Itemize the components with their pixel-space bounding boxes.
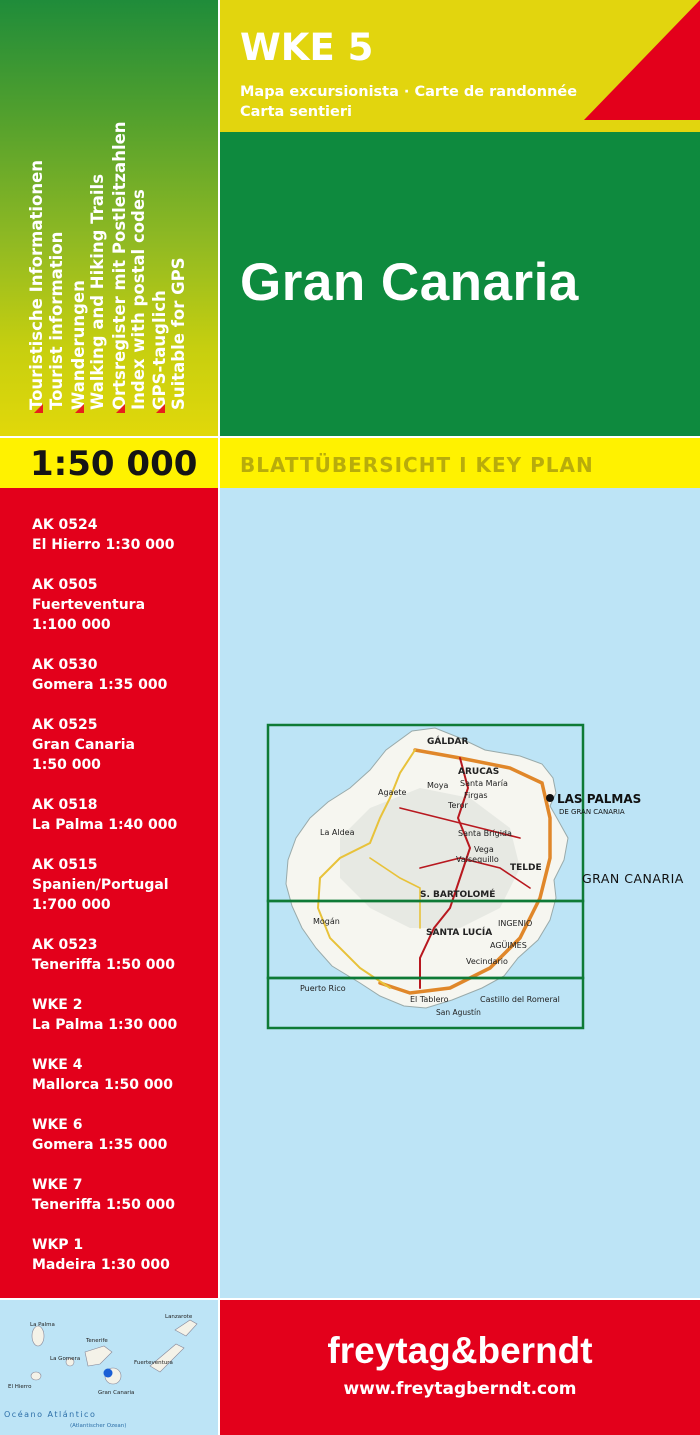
ocean-label: Océano Atlántico bbox=[4, 1410, 97, 1419]
feature-4-line-2: Suitable for GPS bbox=[169, 257, 188, 410]
related-map-title: Gran Canaria bbox=[32, 737, 135, 753]
map-label: TELDE bbox=[510, 863, 542, 873]
feature-4-line-1: GPS-tauglich bbox=[150, 290, 169, 410]
feature-3-line-2: Index with postal codes bbox=[129, 189, 148, 410]
map-label: Teror bbox=[448, 801, 468, 810]
map-label: S. BARTOLOMÉ bbox=[420, 890, 496, 900]
map-label: Santa María bbox=[460, 779, 508, 788]
map-label: ARUCAS bbox=[458, 767, 500, 777]
related-map-code: AK 0530 bbox=[32, 657, 98, 673]
map-label: Valsequillo bbox=[456, 855, 499, 864]
related-map-item bbox=[32, 575, 212, 635]
map-label: Vega bbox=[474, 845, 494, 854]
feature-3-line-1: Ortsregister mit Postleitzahlen bbox=[110, 121, 129, 410]
related-map-scale: 1:100 000 bbox=[32, 617, 111, 633]
subtitle-line-2: Carta sentieri bbox=[240, 104, 352, 120]
related-map-code: AK 0515 bbox=[32, 857, 98, 873]
map-label: Mogán bbox=[313, 917, 340, 926]
related-map-code: AK 0523 bbox=[32, 937, 98, 953]
scale-label: 1:50 000 bbox=[30, 444, 198, 484]
related-map-title: El Hierro 1:30 000 bbox=[32, 537, 175, 553]
map-label: Moya bbox=[427, 781, 449, 790]
map-title: Gran Canaria bbox=[240, 253, 579, 312]
related-map-title: Teneriffa 1:50 000 bbox=[32, 957, 175, 973]
feature-bullet-icons bbox=[0, 0, 218, 436]
related-map-code: AK 0524 bbox=[32, 517, 98, 533]
related-map-code: AK 0518 bbox=[32, 797, 98, 813]
island-la-palma bbox=[32, 1326, 44, 1346]
canary-islands-mini-map bbox=[0, 1300, 218, 1435]
related-map-item bbox=[32, 515, 212, 555]
island-map bbox=[220, 488, 700, 1300]
mini-map-label: Lanzarote bbox=[165, 1314, 193, 1320]
capital-sub-label: DE GRAN CANARIA bbox=[559, 808, 625, 816]
map-label: Castillo del Romeral bbox=[480, 995, 560, 1004]
island-tenerife bbox=[85, 1346, 112, 1366]
related-map-title: Spanien/Portugal bbox=[32, 877, 169, 893]
related-map-item bbox=[32, 1175, 212, 1215]
location-marker-icon bbox=[104, 1369, 113, 1378]
related-map-item bbox=[32, 935, 212, 975]
related-maps-list bbox=[32, 515, 212, 1295]
related-map-title: Gomera 1:35 000 bbox=[32, 677, 168, 693]
brand-logo: freytag&berndt bbox=[327, 1330, 593, 1371]
capital-label: LAS PALMAS bbox=[557, 792, 642, 806]
mini-map-label: El Hierro bbox=[8, 1384, 32, 1390]
mini-map-label: La Gomera bbox=[50, 1356, 81, 1362]
key-plan-label: BLATTÜBERSICHT I KEY PLAN bbox=[240, 453, 594, 477]
related-map-title: Gomera 1:35 000 bbox=[32, 1137, 168, 1153]
feature-1-line-2: Tourist information bbox=[47, 231, 66, 410]
feature-2-line-2: Walking and Hiking Trails bbox=[88, 173, 107, 410]
related-map-code: WKE 2 bbox=[32, 997, 83, 1013]
map-label: SANTA LUCÍA bbox=[426, 928, 493, 938]
map-label: Puerto Rico bbox=[300, 984, 346, 993]
related-map-code: WKE 7 bbox=[32, 1177, 83, 1193]
related-map-item bbox=[32, 855, 212, 915]
feature-1-line-1: Touristische Informationen bbox=[27, 159, 46, 410]
map-label: Agaete bbox=[378, 788, 407, 797]
feature-list bbox=[0, 0, 218, 436]
feature-2-line-1: Wanderungen bbox=[69, 280, 88, 410]
capital-marker-icon bbox=[546, 794, 554, 802]
related-map-item bbox=[32, 1235, 212, 1275]
related-map-item bbox=[32, 995, 212, 1035]
island-el-hierro bbox=[31, 1372, 41, 1380]
related-map-title: La Palma 1:40 000 bbox=[32, 817, 178, 833]
related-map-item bbox=[32, 1055, 212, 1095]
map-label: La Aldea bbox=[320, 828, 355, 837]
related-map-title: Mallorca 1:50 000 bbox=[32, 1077, 174, 1093]
mini-map-label: Tenerife bbox=[86, 1338, 108, 1344]
map-label: INGENIO bbox=[498, 919, 533, 928]
island-lanzarote bbox=[175, 1320, 197, 1336]
related-map-item bbox=[32, 1115, 212, 1155]
map-label: Vecindario bbox=[466, 957, 508, 966]
related-map-code: WKE 4 bbox=[32, 1057, 83, 1073]
related-map-code: WKP 1 bbox=[32, 1237, 84, 1253]
related-map-title: Fuerteventura bbox=[32, 597, 146, 613]
mini-map-label: La Palma bbox=[30, 1322, 55, 1328]
related-map-scale: 1:50 000 bbox=[32, 757, 101, 773]
series-code: WKE 5 bbox=[240, 26, 374, 69]
related-map-item bbox=[32, 715, 212, 775]
mini-map-label: Fuerteventura bbox=[134, 1360, 173, 1366]
subtitle-line-1: Mapa excursionista · Carte de randonnée bbox=[240, 84, 578, 100]
ocean-sub-label: (Atlantischer Ozean) bbox=[70, 1423, 127, 1429]
related-map-scale: 1:700 000 bbox=[32, 897, 111, 913]
island-fuerteventura bbox=[150, 1344, 184, 1372]
related-map-item bbox=[32, 795, 212, 835]
related-map-code: WKE 6 bbox=[32, 1117, 83, 1133]
mini-map-svg bbox=[0, 1300, 218, 1435]
island-name-label: GRAN CANARIA bbox=[582, 871, 684, 886]
red-corner-triangle-icon bbox=[580, 0, 700, 120]
related-map-title: Teneriffa 1:50 000 bbox=[32, 1197, 175, 1213]
horizontal-divider bbox=[0, 436, 700, 438]
brand-url[interactable]: www.freytagberndt.com bbox=[343, 1379, 577, 1399]
map-label: AGÜIMES bbox=[490, 941, 527, 950]
related-map-title: La Palma 1:30 000 bbox=[32, 1017, 178, 1033]
vertical-divider bbox=[218, 0, 220, 1435]
related-map-code: AK 0505 bbox=[32, 577, 98, 593]
map-label: San Agustín bbox=[436, 1008, 481, 1017]
horizontal-divider bbox=[0, 1298, 700, 1300]
mini-map-label: Gran Canaria bbox=[98, 1390, 135, 1396]
related-map-item bbox=[32, 655, 212, 695]
map-label: El Tablero bbox=[410, 995, 449, 1004]
map-label: Firgas bbox=[464, 791, 488, 800]
related-map-code: AK 0525 bbox=[32, 717, 98, 733]
map-label: GÁLDAR bbox=[427, 737, 469, 747]
map-label: Santa Brígida bbox=[458, 829, 512, 838]
related-map-title: Madeira 1:30 000 bbox=[32, 1257, 170, 1273]
